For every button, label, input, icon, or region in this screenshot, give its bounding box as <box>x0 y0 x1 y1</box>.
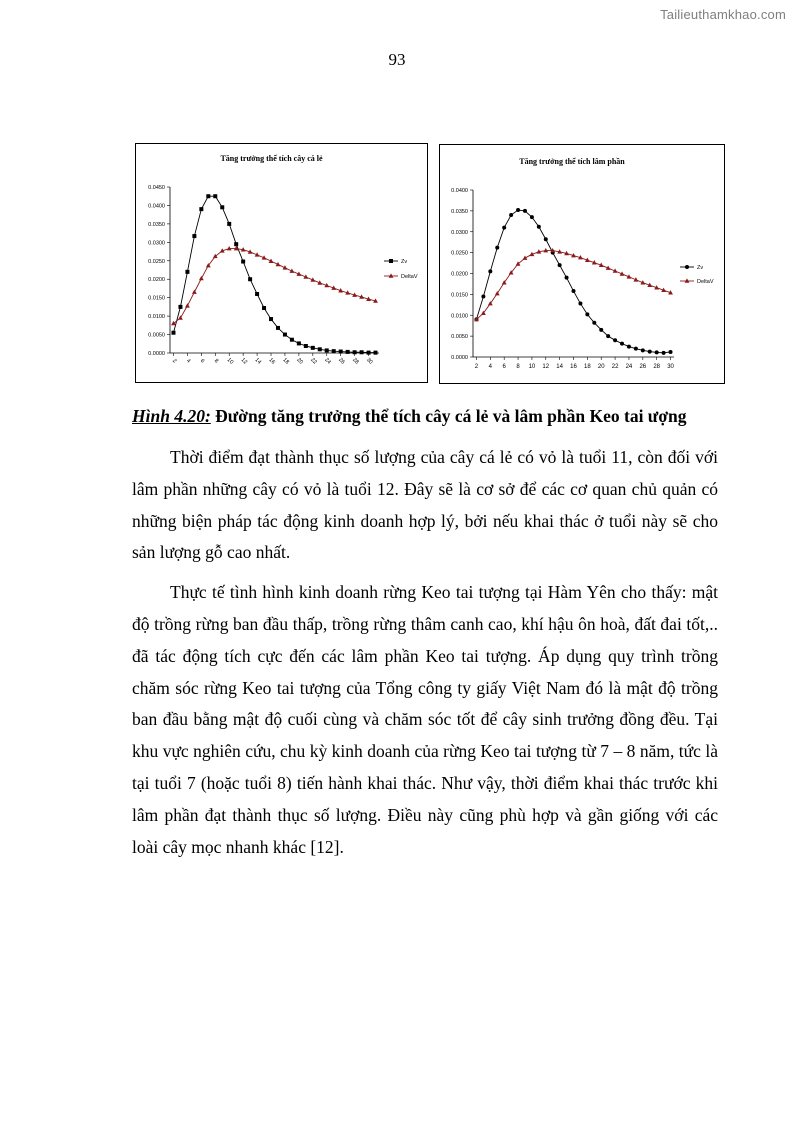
x-tick-label: 24 <box>323 357 332 366</box>
data-point <box>606 334 610 338</box>
chart-title: Tăng trưởng thể tích lâm phần <box>519 157 625 166</box>
data-point <box>544 237 548 241</box>
x-tick-label: 18 <box>281 357 290 366</box>
y-tick-label: 0.0350 <box>451 208 468 215</box>
x-tick-label: 14 <box>556 364 563 370</box>
y-tick-label: 0.0100 <box>451 313 468 320</box>
data-point <box>325 348 329 352</box>
data-point <box>648 350 652 354</box>
data-point <box>360 350 364 354</box>
paragraph: Thực tế tình hình kinh doanh rừng Keo tai tượng tại Hàm Yên cho thấy: mật độ trồng rừng ban đầu thấp, trồng rừng thâm canh cao, khí hậu ôn hoà, đất đai tốt,.. đã tác động tích cực đến các lâm phần Keo tai tượng. Áp dụng quy trình trồng chăm sóc rừng Keo tai tượng của Tổng công ty giấy Việt Nam đó là mật độ trồng ban đầu bằng mật độ cuối cùng và chăm sóc tốt để cây sinh trưởng đồng đều. Tại khu vực nghiên cứu, chu kỳ kinh doanh của rừng Keo tai tượng từ 7 – 8 năm, tức là tại tuổi 7 (hoặc tuổi 8) tiến hành khai thác. Như vậy, thời điểm khai thác trước khi lâm phần đạt thành thục số lượng. Điều này cũng phù hợp và gần giống với các loài cây mọc nhanh khác [12]. <box>132 582 718 857</box>
data-point <box>537 225 541 229</box>
x-tick-label: 20 <box>597 364 605 370</box>
y-tick-label: 0.0450 <box>148 185 165 191</box>
chart-individual-tree-svg <box>136 144 427 382</box>
data-point <box>213 254 218 258</box>
data-point <box>213 194 217 198</box>
data-point <box>199 207 203 211</box>
data-point <box>572 289 576 293</box>
chart-individual-tree <box>135 143 428 383</box>
data-point <box>367 351 371 355</box>
data-point <box>332 349 336 353</box>
legend-label: DeltaV <box>401 274 418 280</box>
x-tick-label: 12 <box>542 364 550 370</box>
y-tick-label: 0.0150 <box>451 292 468 299</box>
legend-marker <box>389 259 393 263</box>
x-tick-label: 6 <box>198 358 206 365</box>
data-point <box>248 277 252 281</box>
y-tick-label: 0.0400 <box>451 188 468 194</box>
x-tick-label: 30 <box>364 357 374 366</box>
data-point <box>565 276 569 280</box>
data-point <box>599 328 603 332</box>
y-tick-label: 0.0200 <box>451 271 468 278</box>
y-tick-label: 0.0150 <box>148 295 165 302</box>
x-tick-label: 14 <box>253 357 263 366</box>
data-point <box>276 326 280 330</box>
data-point <box>171 321 176 325</box>
data-point <box>262 306 266 310</box>
data-point <box>185 270 189 274</box>
series-line <box>173 249 375 324</box>
body-text <box>132 442 718 871</box>
series-line <box>476 251 670 320</box>
data-point <box>353 350 357 354</box>
data-point <box>199 276 204 280</box>
paragraph: Thời điểm đạt thành thục số lượng của cây cá lẻ có vỏ là tuổi 11, còn đối với lâm phần những cây có vỏ là tuổi 12. Đây sẽ là cơ sở để các cơ quan chủ quản có những biện pháp tác động kinh doanh hợp lý, bởi nếu khai thác ở tuổi này sẽ cho sản lượng gỗ cao nhất. <box>132 447 718 563</box>
data-point <box>346 350 350 354</box>
data-point <box>241 260 245 264</box>
data-point <box>185 303 190 307</box>
data-point <box>339 350 343 354</box>
data-point <box>374 351 378 355</box>
data-point <box>178 315 183 319</box>
data-point <box>297 341 301 345</box>
data-point <box>481 294 485 298</box>
data-point <box>318 347 322 351</box>
data-point <box>558 263 562 267</box>
x-tick-label: 26 <box>639 364 647 370</box>
x-tick-label: 8 <box>212 358 220 365</box>
y-tick-label: 0.0100 <box>148 314 165 321</box>
x-tick-label: 4 <box>488 364 492 370</box>
y-tick-label: 0.0050 <box>451 334 468 341</box>
x-tick-label: 18 <box>584 364 591 370</box>
data-point <box>585 312 589 316</box>
data-point <box>311 346 315 350</box>
data-point <box>530 215 534 219</box>
chart-title: Tăng trưởng thể tích cây cá lẻ <box>220 154 323 163</box>
y-tick-label: 0.0350 <box>148 221 165 228</box>
x-tick-label: 4 <box>184 358 192 365</box>
figure-caption-text: Đường tăng trưởng thể tích cây cá lẻ và lâm phần Keo tai ượng <box>210 406 687 426</box>
data-point <box>192 290 197 294</box>
data-point <box>634 347 638 351</box>
watermark: Tailieuthamkhao.com <box>660 7 786 22</box>
data-point <box>255 292 259 296</box>
y-tick-label: 0.0300 <box>148 240 165 247</box>
y-tick-label: 0.0000 <box>148 351 165 357</box>
data-point <box>290 338 294 342</box>
data-point <box>502 226 506 230</box>
chart-stand <box>439 144 725 384</box>
x-tick-label: 6 <box>502 364 506 370</box>
x-tick-label: 16 <box>267 357 277 366</box>
legend-marker <box>685 265 689 269</box>
data-point <box>234 242 238 246</box>
data-point <box>220 205 224 209</box>
x-tick-label: 10 <box>528 364 536 370</box>
data-point <box>304 344 308 348</box>
legend-label: DeltaV <box>697 279 714 285</box>
data-point <box>592 321 596 325</box>
y-tick-label: 0.0050 <box>148 332 165 339</box>
y-tick-label: 0.0300 <box>451 229 468 236</box>
x-tick-label: 8 <box>516 364 520 370</box>
data-point <box>669 350 673 354</box>
x-tick-label: 30 <box>667 364 674 370</box>
data-point <box>641 348 645 352</box>
data-point <box>269 317 273 321</box>
data-point <box>523 209 527 213</box>
x-tick-label: 2 <box>474 364 479 370</box>
data-point <box>627 345 631 349</box>
figure-caption <box>132 406 752 427</box>
data-point <box>227 222 231 226</box>
legend-label: Zv <box>401 259 408 265</box>
x-tick-label: 28 <box>351 357 360 366</box>
x-tick-label: 20 <box>295 357 304 366</box>
y-tick-label: 0.0000 <box>451 355 468 361</box>
y-tick-label: 0.0250 <box>148 258 165 265</box>
data-point <box>192 234 196 238</box>
chart-stand-svg <box>440 145 724 383</box>
x-tick-label: 22 <box>309 357 318 366</box>
data-point <box>283 333 287 337</box>
data-point <box>171 331 175 335</box>
x-tick-label: 10 <box>225 357 235 366</box>
data-point <box>578 302 582 306</box>
y-tick-label: 0.0200 <box>148 277 165 284</box>
data-point <box>620 342 624 346</box>
data-point <box>655 350 659 354</box>
data-point <box>206 194 210 198</box>
figure-caption-label: Hình 4.20: <box>132 406 211 426</box>
x-tick-label: 28 <box>653 364 661 370</box>
y-tick-label: 0.0250 <box>451 250 468 257</box>
data-point <box>495 246 499 250</box>
data-point <box>613 338 617 342</box>
data-point <box>488 269 492 273</box>
data-point <box>178 305 182 309</box>
y-tick-label: 0.0400 <box>148 203 165 210</box>
data-point <box>662 351 666 355</box>
data-point <box>509 213 513 217</box>
x-tick-label: 24 <box>625 364 633 370</box>
x-tick-label: 12 <box>239 357 249 366</box>
legend-label: Zv <box>697 265 704 271</box>
page-number: 93 <box>388 50 406 69</box>
x-tick-label: 16 <box>570 364 577 370</box>
x-tick-label: 26 <box>337 357 346 366</box>
data-point <box>516 208 520 212</box>
x-tick-label: 2 <box>170 358 178 365</box>
x-tick-label: 22 <box>611 364 619 370</box>
